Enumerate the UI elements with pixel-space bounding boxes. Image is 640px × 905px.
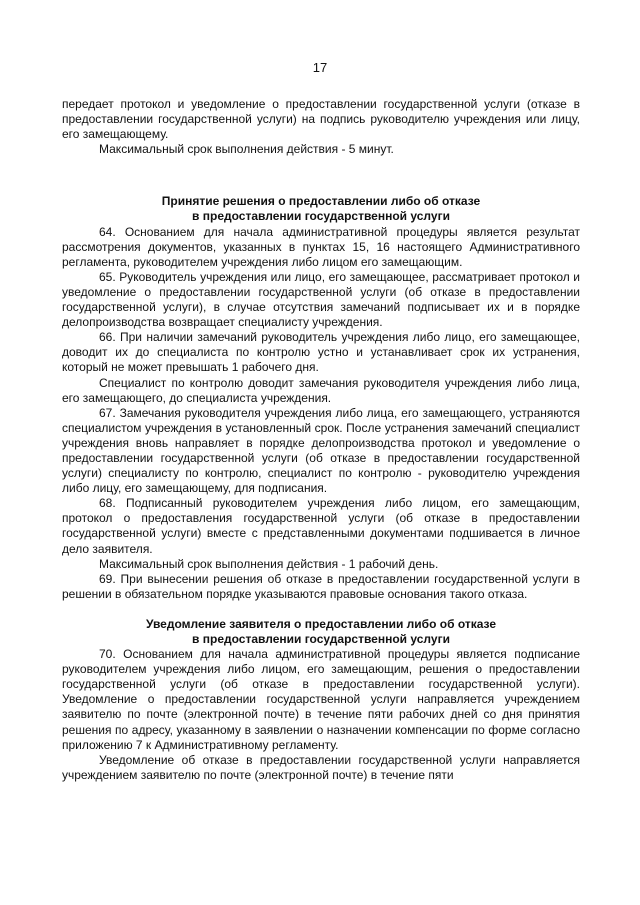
paragraph-69: 69. При вынесении решения об отказе в предоставлении государственной услуги в решении в обязательном порядке указываются правовые основания такого отказа. (62, 571, 580, 601)
section-heading-notification (62, 617, 580, 647)
paragraph-64: 64. Основанием для начала административной процедуры является результат рассмотрения документов, указанных в пунктах 15, 16 настоящего Административного регламента, руководителем учреждения либо лицом его замещающим. (62, 224, 580, 269)
section-heading-decision (62, 194, 580, 224)
paragraph-max-time-2: Максимальный срок выполнения действия - 1 рабочий день. (99, 556, 439, 571)
paragraph-67: 67. Замечания руководителя учреждения либо лица, его замещающего, устраняются специалистом учреждения в установленный срок. После устранения замечаний специалист учреждения вновь направляет в порядке делопроизводства протокол и уведомление о предоставлении государственной услуги (об отказе в предоставлении государственной услуги) специалисту по контролю, специалист по контролю - руководителю учреждения либо лицу, его замещающему, для подписания. (62, 405, 580, 496)
document-body (62, 97, 580, 783)
section-heading-line: Принятие решения о предоставлении либо об отказе (161, 194, 481, 209)
section-heading-line: в предоставлении государственной услуги (192, 209, 450, 224)
page-number: 17 (312, 60, 328, 75)
section-heading-line: в предоставлении государственной услуги (192, 632, 450, 646)
paragraph-68: 68. Подписанный руководителем учреждения либо лицом, его замещающим, протокол о предоставления государственной услуги (об отказе в предоставлении государственной услуги) вместе с представленными документами подшивается в личное дело заявителя. (62, 496, 580, 556)
paragraph-65: 65. Руководитель учреждения или лицо, его замещающее, рассматривает протокол и уведомление о предоставлении государственной услуги (об отказе в предоставлении государственной услуги), в случае отсутствия замечаний подписывает их и в порядке делопроизводства возвращает специалисту учреждения. (62, 269, 580, 330)
paragraph-refusal-notice: Уведомление об отказе в предоставлении государственной услуги направляется учреждением заявителю по почте (электронной почте) в течение пяти (62, 752, 580, 782)
paragraph-70: 70. Основанием для начала административной процедуры является подписание руководителем учреждения либо лицом, его замещающим, решения о предоставлении государственной услуги (об отказе в предоставлении государственной услуги). Уведомление о предоставлении государственной услуги направляется учреждением заявителю по почте (электронной почте) в течение пяти рабочих дней со дня принятия решения по адресу, указанному в заявлении о назначении компенсации по форме согласно приложению 7 к Административному регламенту. (62, 647, 580, 752)
paragraph-66: 66. При наличии замечаний руководитель учреждения либо лицо, его замещающее, доводит их до специалиста по контролю устно и устанавливает срок их устранения, который не может превышать 1 рабочего дня. (62, 330, 580, 375)
section-heading-line: Уведомление заявителя о предоставлении либо об отказе (145, 616, 497, 631)
paragraph-continuation: передает протокол и уведомление о предоставлении государственной услуги (отказе в предоставлении государственной услуги) на подпись руководителю учреждения или лицу, его замещающему. (62, 97, 580, 142)
paragraph-specialist-control: Специалист по контролю доводит замечания руководителя учреждения либо лица, его замещающего, до специалиста учреждения. (62, 375, 580, 405)
paragraph-max-time: Максимальный срок выполнения действия - 5 минут. (99, 142, 394, 157)
